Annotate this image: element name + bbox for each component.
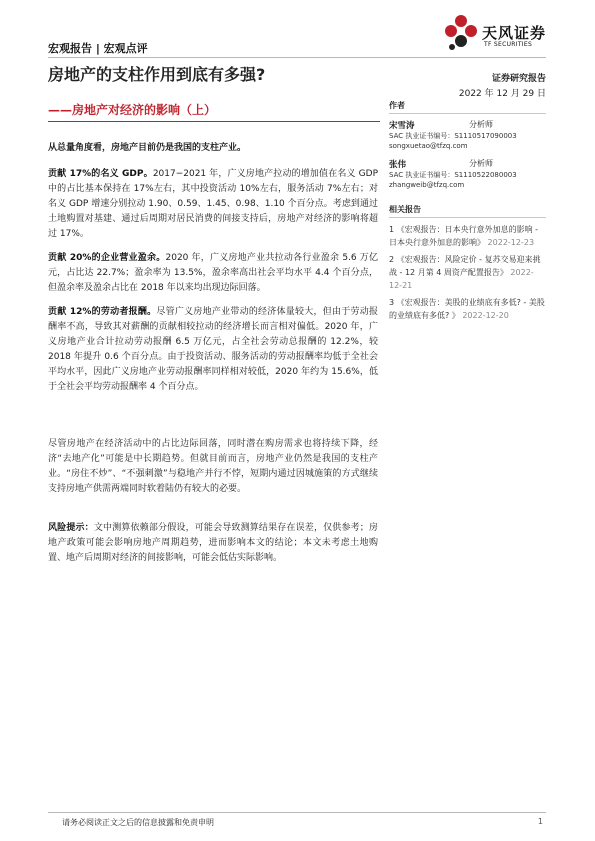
author-sac-number: SAC 执业证书编号：S1110517090003 [389,132,517,140]
header-divider [48,57,546,58]
paragraph-conclusion: 尽管房地产在经济活动中的占比边际回落，同时潜在购房需求也将持续下降，经济“去地产化”可能是中长期趋势。但就目前而言，房地产业仍然是我国的支柱产业。“房住不炒”、“不强刺激”与稳地产并行不悖，短期内通过因城施策的方式继续支持房地产供需两端同时软着陆仍有较大的必要。 [48,439,378,494]
footer-disclaimer[interactable]: 请务必阅读正文之后的信息披露和免责申明 [62,818,214,827]
related-reports-heading: 相关报告 [389,204,546,218]
author-name: 张伟 [389,160,407,170]
related-report-title[interactable]: 1 《宏观报告：日本央行意外加息的影响 - 日本央行意外加息的影响》 [389,225,539,247]
author-card [389,158,546,190]
author-name: 宋雪涛 [389,121,415,131]
logo-name: 天风证券 [482,24,547,42]
main-content [48,141,378,575]
page-subtitle: ——房地产对经济的影响（上） [48,103,217,117]
page-title: 房地产的支柱作用到底有多强? [48,65,266,84]
related-report-title[interactable]: 3 《宏观报告：美股的业绩底有多低? - 美股的业绩底有多低? 》 [389,298,545,320]
sidebar [389,100,546,326]
author-card [389,119,546,151]
report-date: 2022 年 12 月 29 日 [458,89,546,99]
risk-warning [48,521,378,566]
paragraph-gdp [48,167,378,242]
related-report-item[interactable] [389,223,546,249]
author-email[interactable]: songxuetao@tfzq.com [389,142,468,150]
report-type: 证券研究报告 [491,74,546,84]
author-email[interactable]: zhangweib@tfzq.com [389,181,465,189]
related-report-item[interactable] [389,296,546,322]
subtitle-divider [48,121,380,122]
paragraph-labor [48,305,378,395]
paragraph-surplus-text: 2020 年，广义房地产业共拉动各行业盈余 5.6 万亿元，占比达 22.7%；盈余率为 13.5%，盈余率高出社会平均水平 4.4 个百分点，但盈余率及盈余占比在 2018 年以来均出现边际回落。 [48,253,378,293]
paragraph-labor-heading: 贡献 12%的劳动者报酬。 [48,307,157,317]
paragraph-surplus-heading: 贡献 20%的企业营业盈余。 [48,253,166,263]
lead-paragraph: 从总量角度看，房地产目前仍是我国的支柱产业。 [48,143,247,153]
related-report-item[interactable] [389,253,546,292]
author-title: 分析师 [469,120,493,129]
related-report-date: 2022-12-21 [389,268,534,290]
related-report-title[interactable]: 2 《宏观报告：风险定价 - 复苏交易迎来挑战 - 12 月第 4 周资产配置报告》 [389,255,541,277]
related-report-date: 2022-12-23 [487,238,535,247]
report-category: 宏观报告 | 宏观点评 [48,42,148,55]
footer-divider [48,812,546,813]
author-sac-number: SAC 执业证书编号：S1110522080003 [389,171,517,179]
related-reports [389,204,546,322]
risk-warning-text: 文中测算依赖部分假设，可能会导致测算结果存在误差，仅供参考；房地产政策可能会影响房地产周期趋势，进而影响本文的结论；本文未考虑土地购置、地产后周期对经济的间接影响，可能会低估实际影响。 [48,523,378,563]
company-logo [444,14,554,54]
authors-heading: 作者 [389,100,546,114]
logo-mark-icon [444,14,478,54]
paragraph-surplus [48,251,378,296]
related-report-date: 2022-12-20 [462,311,509,320]
paragraph-gdp-heading: 贡献 17%的名义 GDP。 [48,169,153,179]
author-title: 分析师 [469,159,493,168]
logo-english-name: TF SECURITIES [484,41,533,48]
risk-warning-heading: 风险提示： [48,523,94,533]
paragraph-labor-text: 尽管广义房地产业带动的经济体量较大，但由于劳动报酬率不高，导致其对薪酬的贡献相较拉动的经济增长而言相对偏低。2020 年，广义房地产业合计拉动劳动报酬 6.5 万亿元，占全社会劳动总报酬的 12.2%，较 2018 年提升 0.6 个百分点。由于投资活动、服务活动的劳动报酬率均低于全社会平均水平，因此广义房地产业劳动报酬率同样相对较低，2020 年约为 15.6%，低于全社会平均劳动报酬率 4 个百分点。 [48,307,378,392]
paragraph-gdp-text: 2017−2021 年，广义房地产拉动的增加值在名义 GDP 中的占比基本保持在 17%左右，其中投资活动 10%左右，服务活动 7%左右；对名义 GDP 增速分别拉动 1.90、0.59、1.45、0.98、1.10 个百分点。考虑到通过土地购置对基建、通过后周期对居民消费的间接支持后，房地产对经济的影响将超过 17%。 [48,169,378,239]
page-number: 1 [537,817,543,826]
